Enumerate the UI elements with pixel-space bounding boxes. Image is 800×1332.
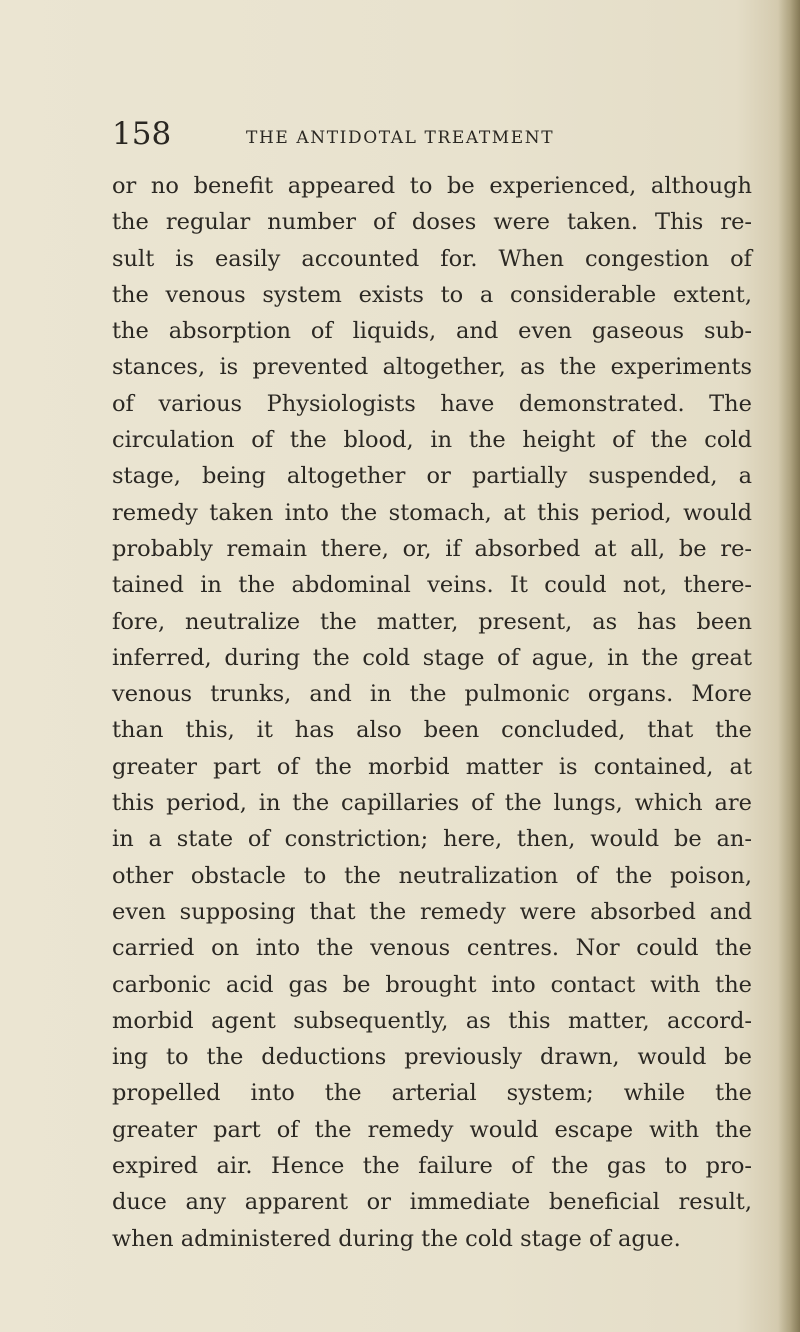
text-line: duce any apparent or immediate beneficial result, — [112, 1189, 752, 1216]
text-line: greater part of the morbid matter is contained, at — [112, 753, 752, 780]
running-title: THE ANTIDOTAL TREATMENT — [246, 128, 555, 148]
text-line: in a state of constriction; here, then, would be an- — [112, 826, 752, 853]
text-line: tained in the abdominal veins. It could not, there- — [112, 572, 752, 599]
text-line: this period, in the capillaries of the lungs, which are — [112, 790, 752, 817]
page-number: 158 — [112, 116, 172, 152]
page-edge-shadow — [778, 0, 800, 1332]
text-line: ing to the deductions previously drawn, would be — [112, 1044, 752, 1071]
text-line: circulation of the blood, in the height of the cold — [112, 427, 752, 454]
text-line: the regular number of doses were taken. This re- — [112, 209, 752, 236]
text-line: stage, being altogether or partially suspended, a — [112, 463, 752, 490]
text-line: when administered during the cold stage of ague. — [112, 1225, 681, 1252]
text-line: morbid agent subsequently, as this matter, accord- — [112, 1007, 752, 1034]
text-line: sult is easily accounted for. When congestion of — [112, 245, 752, 272]
text-line: the venous system exists to a considerable extent, — [112, 281, 752, 308]
text-line: than this, it has also been concluded, that the — [112, 717, 752, 744]
text-line: venous trunks, and in the pulmonic organs. More — [112, 681, 752, 708]
text-line: carbonic acid gas be brought into contact with the — [112, 971, 752, 998]
text-line: inferred, during the cold stage of ague, in the great — [112, 644, 752, 671]
body-paragraph — [112, 168, 752, 1257]
text-line: other obstacle to the neutralization of the poison, — [112, 862, 752, 889]
text-line: remedy taken into the stomach, at this period, would — [112, 499, 752, 526]
text-line: or no benefit appeared to be experienced, although — [112, 173, 752, 199]
page-header — [112, 118, 752, 158]
text-line: greater part of the remedy would escape with the — [112, 1116, 752, 1143]
text-line: carried on into the venous centres. Nor could the — [112, 935, 752, 962]
text-line: fore, neutralize the matter, present, as has been — [112, 608, 752, 635]
text-line: of various Physiologists have demonstrated. The — [112, 390, 752, 417]
text-line: probably remain there, or, if absorbed at all, be re- — [112, 535, 752, 562]
text-line: stances, is prevented altogether, as the experiments — [112, 354, 752, 381]
text-line: even supposing that the remedy were absorbed and — [112, 898, 752, 925]
text-line: propelled into the arterial system; while the — [112, 1080, 752, 1107]
text-line: the absorption of liquids, and even gaseous sub- — [112, 318, 752, 345]
text-line: expired air. Hence the failure of the gas to pro- — [112, 1153, 752, 1180]
